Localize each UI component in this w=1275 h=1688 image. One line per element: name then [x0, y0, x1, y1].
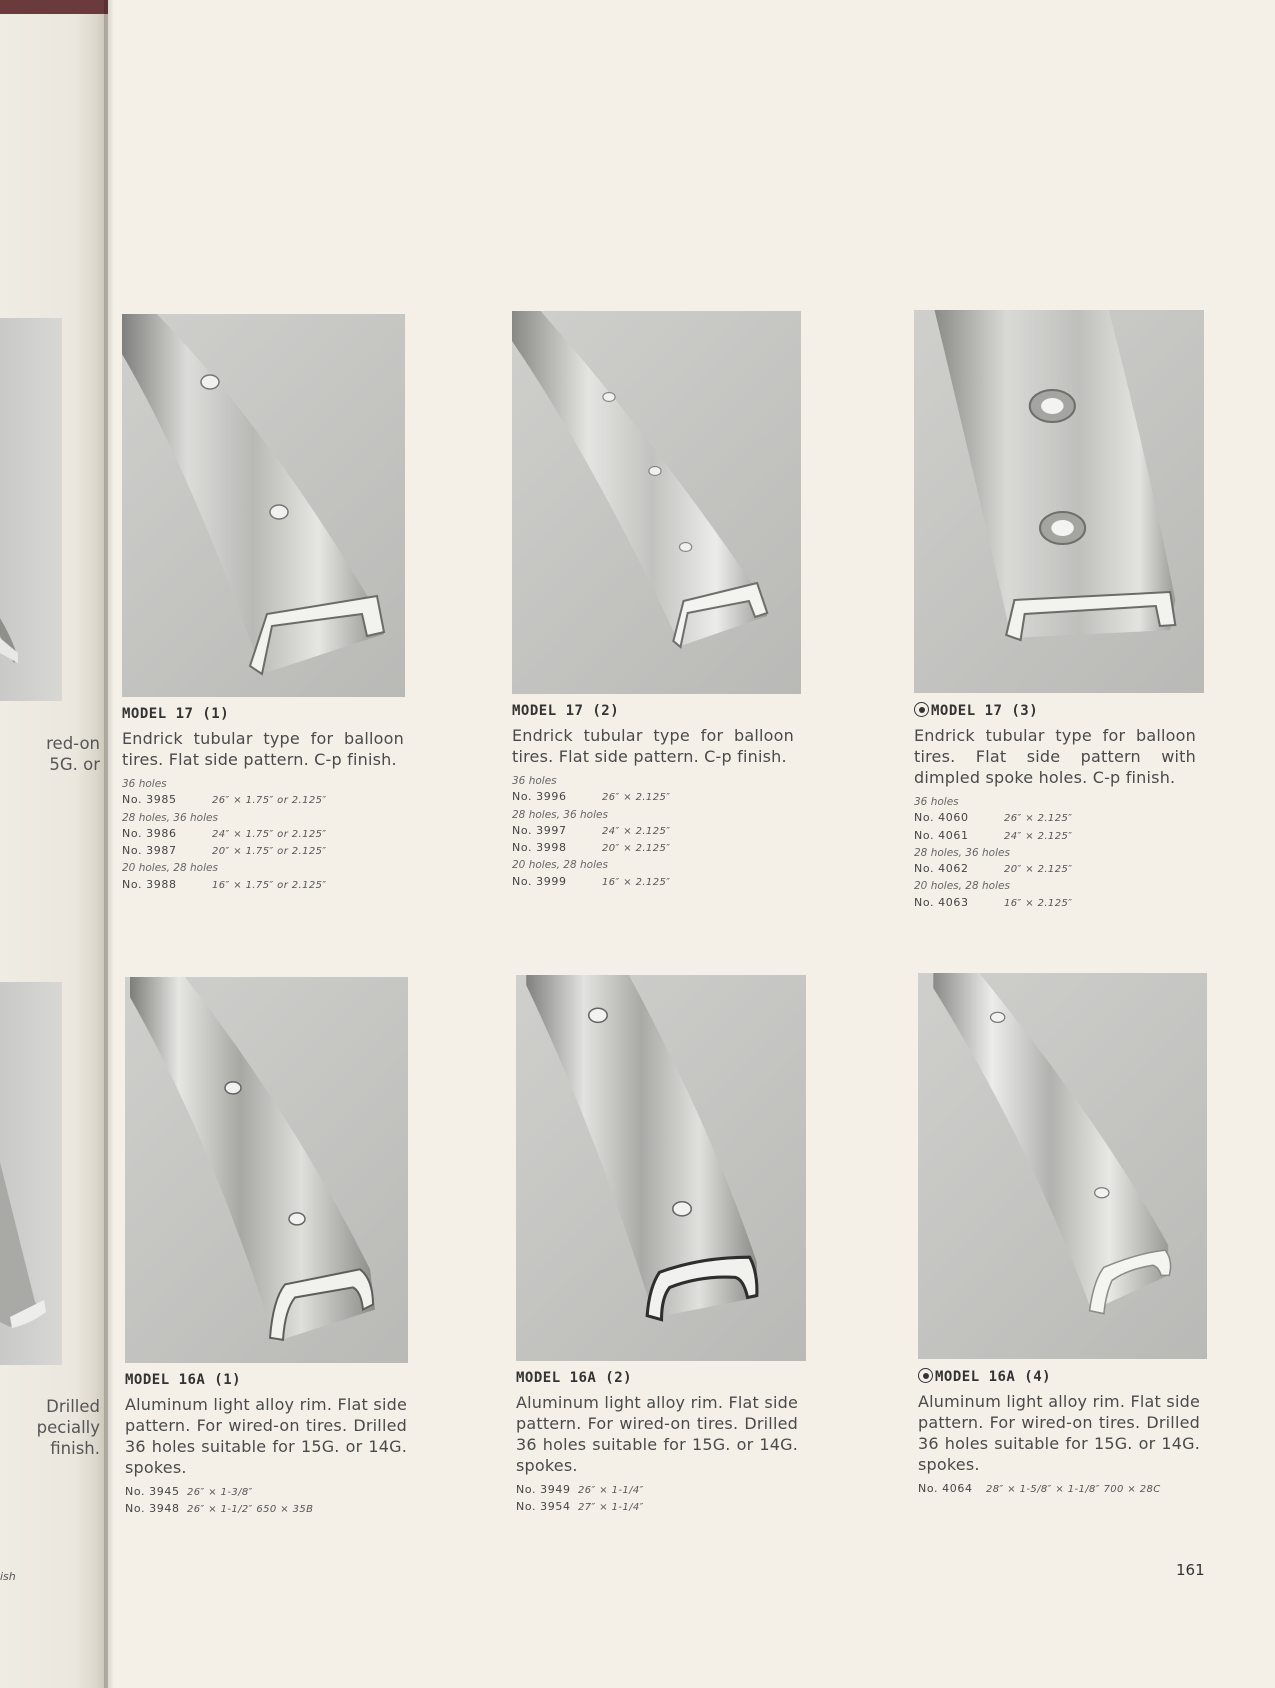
spec-row: No. 3948 26″ × 1-1/2″ 650 × 35B — [125, 1502, 314, 1516]
spec-list — [516, 1482, 811, 1517]
spec-row: No. 3988 16″ × 1.75″ or 2.125″ — [122, 877, 327, 891]
rim-photo — [512, 311, 801, 694]
spec-row: No. 4061 24″ × 2.125″ — [914, 828, 1073, 842]
model-name: MODEL 17 (2) — [512, 703, 620, 719]
product-description: Aluminum light alloy rim. Flat side pattern. For wired-on tires. Drilled 36 holes suitable for 15G. or 14G. spokes. — [918, 1392, 1200, 1474]
spec-group-label: 20 holes, 28 holes — [122, 862, 218, 875]
product-card — [122, 314, 417, 894]
spec-group-label: 36 holes — [914, 796, 959, 808]
spec-row: No. 4063 16″ × 2.125″ — [914, 895, 1073, 909]
spec-list — [512, 773, 807, 891]
product-card — [914, 310, 1209, 912]
product-description: Endrick tubular type for balloon tires. Flat side pattern with dimpled spoke holes. C-p finish. — [914, 726, 1196, 787]
left-page-photo-top — [0, 318, 62, 701]
spec-list — [914, 794, 1209, 912]
spec-group-label: 20 holes, 28 holes — [512, 859, 608, 872]
spec-group-label: 36 holes — [512, 775, 557, 787]
model-name: MODEL 17 (3) — [914, 702, 1209, 719]
spec-row: No. 3986 24″ × 1.75″ or 2.125″ — [122, 826, 327, 840]
left-page-text-top: red-on 5G. or — [46, 734, 100, 774]
model-name: MODEL 16A (1) — [125, 1372, 242, 1388]
featured-icon — [918, 1368, 933, 1383]
product-description: Endrick tubular type for balloon tires. Flat side pattern. C-p finish. — [512, 726, 794, 766]
gutter-shadow — [104, 0, 114, 1688]
spec-row: No. 3985 26″ × 1.75″ or 2.125″ — [122, 793, 327, 807]
page-number: 161 — [1176, 1561, 1205, 1579]
product-description: Aluminum light alloy rim. Flat side pattern. For wired-on tires. Drilled 36 holes suitable for 15G. or 14G. spokes. — [125, 1395, 407, 1477]
rim-photo — [914, 310, 1204, 693]
spec-group-label: 36 holes — [122, 778, 167, 790]
spec-list — [918, 1481, 1213, 1498]
spec-group-label: 20 holes, 28 holes — [914, 880, 1010, 893]
left-page-footer-fragment: ish — [0, 1570, 16, 1583]
spec-row: No. 3945 26″ × 1-3/8″ — [125, 1485, 253, 1498]
spec-row: No. 3987 20″ × 1.75″ or 2.125″ — [122, 844, 327, 858]
spec-row: No. 3998 20″ × 2.125″ — [512, 841, 671, 855]
product-card — [516, 975, 811, 1517]
spec-row: No. 3997 24″ × 2.125″ — [512, 823, 671, 837]
spec-group-label: 28 holes, 36 holes — [122, 811, 218, 824]
product-card — [918, 973, 1213, 1498]
model-name: MODEL 16A (4) — [918, 1368, 1213, 1385]
left-page-photo-bottom — [0, 982, 62, 1365]
spec-group-label: 28 holes, 36 holes — [914, 846, 1010, 859]
featured-icon — [914, 702, 929, 717]
spec-row: No. 3999 16″ × 2.125″ — [512, 874, 671, 888]
left-page-text-bottom: Drilled pecially finish. — [36, 1397, 100, 1458]
spec-row: No. 3954 27″ × 1-1/4″ — [516, 1500, 644, 1514]
spec-row: No. 3996 26″ × 2.125″ — [512, 790, 671, 804]
model-name: MODEL 17 (1) — [122, 706, 230, 722]
rim-photo — [516, 975, 806, 1361]
product-card — [512, 311, 807, 891]
product-description: Aluminum light alloy rim. Flat side pattern. For wired-on tires. Drilled 36 holes suitable for 15G. or 14G. spokes. — [516, 1393, 798, 1475]
binding-edge — [0, 0, 108, 14]
spec-row: No. 4062 20″ × 2.125″ — [914, 862, 1073, 876]
product-description: Endrick tubular type for balloon tires. Flat side pattern. C-p finish. — [122, 729, 404, 769]
rim-photo — [918, 973, 1207, 1359]
rim-photo — [125, 977, 408, 1363]
product-card — [125, 977, 420, 1519]
rim-photo — [122, 314, 405, 697]
spec-list — [125, 1484, 420, 1519]
spec-group-label: 28 holes, 36 holes — [512, 808, 608, 821]
spec-row: No. 3949 26″ × 1-1/4″ — [516, 1483, 644, 1496]
spec-list — [122, 776, 417, 894]
spec-row: No. 4060 26″ × 2.125″ — [914, 811, 1073, 825]
spec-row: No. 4064 28″ × 1-5/8″ × 1-1/8″ 700 × 28C — [918, 1482, 1161, 1495]
model-name: MODEL 16A (2) — [516, 1370, 633, 1386]
